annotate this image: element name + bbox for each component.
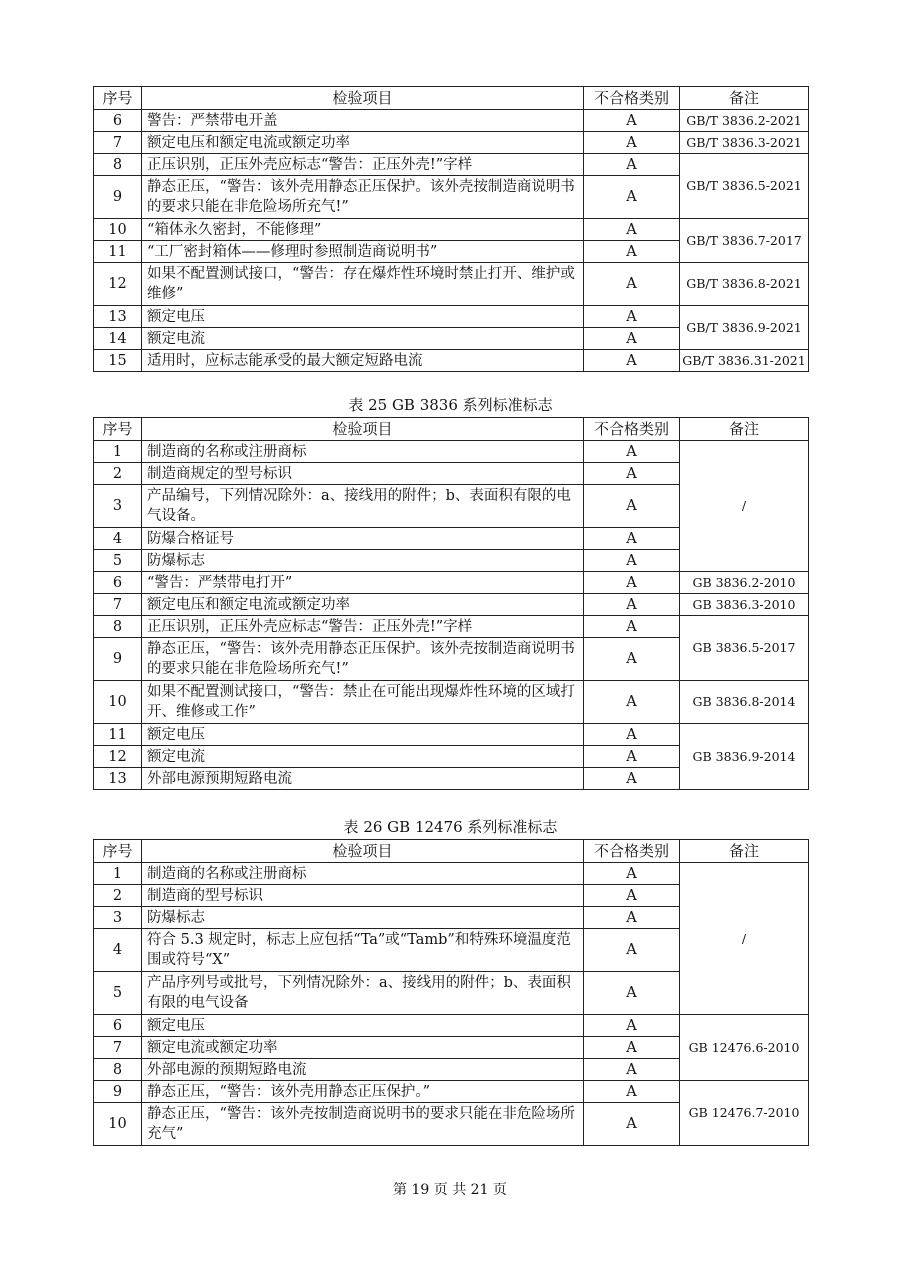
table-row — [94, 594, 809, 616]
row-item: 额定电压 — [142, 306, 584, 328]
row-no: 7 — [94, 594, 142, 616]
table-row — [94, 863, 809, 885]
row-item: 静态正压，“警告：该外壳用静态正压保护。该外壳按制造商说明书的要求只能在非危险场所充气!” — [142, 176, 584, 219]
row-category: A — [584, 350, 680, 372]
row-item: “工厂密封箱体——修理时参照制造商说明书” — [142, 241, 584, 263]
row-note: GB 3836.9-2014 — [680, 724, 809, 790]
table-header-row — [94, 87, 809, 110]
row-note: GB/T 3836.9-2021 — [680, 306, 809, 350]
row-item: 外部电源预期短路电流 — [142, 768, 584, 790]
row-category: A — [584, 219, 680, 241]
marking-table-25 — [93, 417, 809, 790]
row-item: 静态正压，“警告：该外壳用静态正压保护。该外壳按制造商说明书的要求只能在非危险场所充气!” — [142, 638, 584, 681]
row-category: A — [584, 550, 680, 572]
table-row — [94, 572, 809, 594]
table-row — [94, 154, 809, 176]
row-note: GB/T 3836.3-2021 — [680, 132, 809, 154]
marking-table-continued — [93, 86, 809, 372]
row-note: / — [680, 441, 809, 572]
row-note: GB 3836.3-2010 — [680, 594, 809, 616]
row-category: A — [584, 241, 680, 263]
row-item: 制造商的名称或注册商标 — [142, 863, 584, 885]
row-item: 静态正压，“警告：该外壳按制造商说明书的要求只能在非危险场所充气” — [142, 1103, 584, 1146]
table-row — [94, 219, 809, 241]
row-no: 6 — [94, 572, 142, 594]
row-note: GB 3836.2-2010 — [680, 572, 809, 594]
row-no: 6 — [94, 1015, 142, 1037]
row-no: 13 — [94, 306, 142, 328]
row-no: 7 — [94, 132, 142, 154]
row-no: 11 — [94, 241, 142, 263]
row-item: 防爆标志 — [142, 907, 584, 929]
row-category: A — [584, 306, 680, 328]
row-no: 1 — [94, 863, 142, 885]
row-item: “警告：严禁带电打开” — [142, 572, 584, 594]
row-no: 10 — [94, 219, 142, 241]
row-no: 3 — [94, 907, 142, 929]
row-category: A — [584, 154, 680, 176]
row-item: 额定电压 — [142, 1015, 584, 1037]
row-category: A — [584, 1059, 680, 1081]
table-row — [94, 350, 809, 372]
row-item: “箱体永久密封，不能修理” — [142, 219, 584, 241]
row-category: A — [584, 176, 680, 219]
row-category: A — [584, 263, 680, 306]
header-category: 不合格类别 — [584, 840, 680, 863]
table-row — [94, 616, 809, 638]
row-no: 1 — [94, 441, 142, 463]
row-item: 正压识别，正压外壳应标志“警告：正压外壳!”字样 — [142, 616, 584, 638]
row-item: 如果不配置测试接口，“警告：禁止在可能出现爆炸性环境的区域打开、维修或工作” — [142, 681, 584, 724]
row-no: 10 — [94, 1103, 142, 1146]
row-note: GB/T 3836.5-2021 — [680, 154, 809, 219]
row-item: 防爆标志 — [142, 550, 584, 572]
row-no: 3 — [94, 485, 142, 528]
header-item: 检验项目 — [142, 87, 584, 110]
row-category: A — [584, 638, 680, 681]
row-no: 2 — [94, 885, 142, 907]
row-no: 8 — [94, 616, 142, 638]
header-note: 备注 — [680, 418, 809, 441]
header-no: 序号 — [94, 87, 142, 110]
row-no: 9 — [94, 176, 142, 219]
row-item: 产品编号，下列情况除外：a、接线用的附件；b、表面积有限的电气设备。 — [142, 485, 584, 528]
row-no: 9 — [94, 638, 142, 681]
table-row — [94, 1015, 809, 1037]
row-item: 警告：严禁带电开盖 — [142, 110, 584, 132]
row-item: 正压识别，正压外壳应标志“警告：正压外壳!”字样 — [142, 154, 584, 176]
header-category: 不合格类别 — [584, 87, 680, 110]
row-category: A — [584, 885, 680, 907]
table-row — [94, 681, 809, 724]
row-no: 15 — [94, 350, 142, 372]
row-no: 6 — [94, 110, 142, 132]
table-25-caption: 表 25 GB 3836 系列标准标志 — [348, 396, 553, 414]
row-item: 防爆合格证号 — [142, 528, 584, 550]
row-category: A — [584, 1081, 680, 1103]
row-category: A — [584, 463, 680, 485]
row-category: A — [584, 528, 680, 550]
row-category: A — [584, 132, 680, 154]
row-no: 9 — [94, 1081, 142, 1103]
row-category: A — [584, 1037, 680, 1059]
row-no: 8 — [94, 154, 142, 176]
header-item: 检验项目 — [142, 840, 584, 863]
row-item: 如果不配置测试接口，“警告：存在爆炸性环境时禁止打开、维护或维修” — [142, 263, 584, 306]
row-note: GB 3836.8-2014 — [680, 681, 809, 724]
row-category: A — [584, 929, 680, 972]
row-item: 适用时，应标志能承受的最大额定短路电流 — [142, 350, 584, 372]
table-row — [94, 110, 809, 132]
row-item: 额定电压和额定电流或额定功率 — [142, 594, 584, 616]
header-no: 序号 — [94, 840, 142, 863]
row-category: A — [584, 1103, 680, 1146]
row-no: 2 — [94, 463, 142, 485]
row-item: 外部电源的预期短路电流 — [142, 1059, 584, 1081]
table-row — [94, 306, 809, 328]
row-note: GB 3836.5-2017 — [680, 616, 809, 681]
row-no: 4 — [94, 528, 142, 550]
row-item: 产品序列号或批号，下列情况除外：a、接线用的附件；b、表面积有限的电气设备 — [142, 972, 584, 1015]
table-26-caption: 表 26 GB 12476 系列标准标志 — [343, 818, 558, 836]
row-item: 制造商规定的型号标识 — [142, 463, 584, 485]
table-row — [94, 724, 809, 746]
row-category: A — [584, 110, 680, 132]
row-item: 额定电流或额定功率 — [142, 1037, 584, 1059]
table-row — [94, 441, 809, 463]
row-note: GB/T 3836.31-2021 — [680, 350, 809, 372]
page-footer: 第 19 页 共 21 页 — [393, 1182, 507, 1198]
row-category: A — [584, 768, 680, 790]
row-item: 额定电流 — [142, 328, 584, 350]
row-no: 11 — [94, 724, 142, 746]
row-category: A — [584, 746, 680, 768]
row-item: 额定电压和额定电流或额定功率 — [142, 132, 584, 154]
row-note: GB/T 3836.2-2021 — [680, 110, 809, 132]
row-category: A — [584, 1015, 680, 1037]
header-category: 不合格类别 — [584, 418, 680, 441]
row-note: GB/T 3836.7-2017 — [680, 219, 809, 263]
row-no: 12 — [94, 746, 142, 768]
table-header-row — [94, 418, 809, 441]
row-item: 静态正压，“警告：该外壳用静态正压保护。” — [142, 1081, 584, 1103]
table-header-row — [94, 840, 809, 863]
marking-table-26 — [93, 839, 809, 1146]
row-note: / — [680, 863, 809, 1015]
table-row — [94, 132, 809, 154]
row-category: A — [584, 724, 680, 746]
row-category: A — [584, 441, 680, 463]
table-row — [94, 263, 809, 306]
row-category: A — [584, 616, 680, 638]
row-no: 13 — [94, 768, 142, 790]
row-no: 5 — [94, 972, 142, 1015]
row-no: 8 — [94, 1059, 142, 1081]
header-no: 序号 — [94, 418, 142, 441]
row-note: GB 12476.7-2010 — [680, 1081, 809, 1146]
row-no: 5 — [94, 550, 142, 572]
row-category: A — [584, 572, 680, 594]
row-item: 制造商的型号标识 — [142, 885, 584, 907]
row-no: 12 — [94, 263, 142, 306]
row-category: A — [584, 594, 680, 616]
row-no: 10 — [94, 681, 142, 724]
row-category: A — [584, 972, 680, 1015]
row-item: 符合 5.3 规定时，标志上应包括“Ta”或“Tamb”和特殊环境温度范围或符号“X” — [142, 929, 584, 972]
table-row — [94, 1081, 809, 1103]
row-no: 7 — [94, 1037, 142, 1059]
header-item: 检验项目 — [142, 418, 584, 441]
header-note: 备注 — [680, 87, 809, 110]
row-item: 额定电压 — [142, 724, 584, 746]
row-category: A — [584, 328, 680, 350]
row-note: GB/T 3836.8-2021 — [680, 263, 809, 306]
row-no: 4 — [94, 929, 142, 972]
row-category: A — [584, 681, 680, 724]
row-note: GB 12476.6-2010 — [680, 1015, 809, 1081]
header-note: 备注 — [680, 840, 809, 863]
row-category: A — [584, 485, 680, 528]
row-item: 制造商的名称或注册商标 — [142, 441, 584, 463]
row-category: A — [584, 907, 680, 929]
row-no: 14 — [94, 328, 142, 350]
row-item: 额定电流 — [142, 746, 584, 768]
row-category: A — [584, 863, 680, 885]
